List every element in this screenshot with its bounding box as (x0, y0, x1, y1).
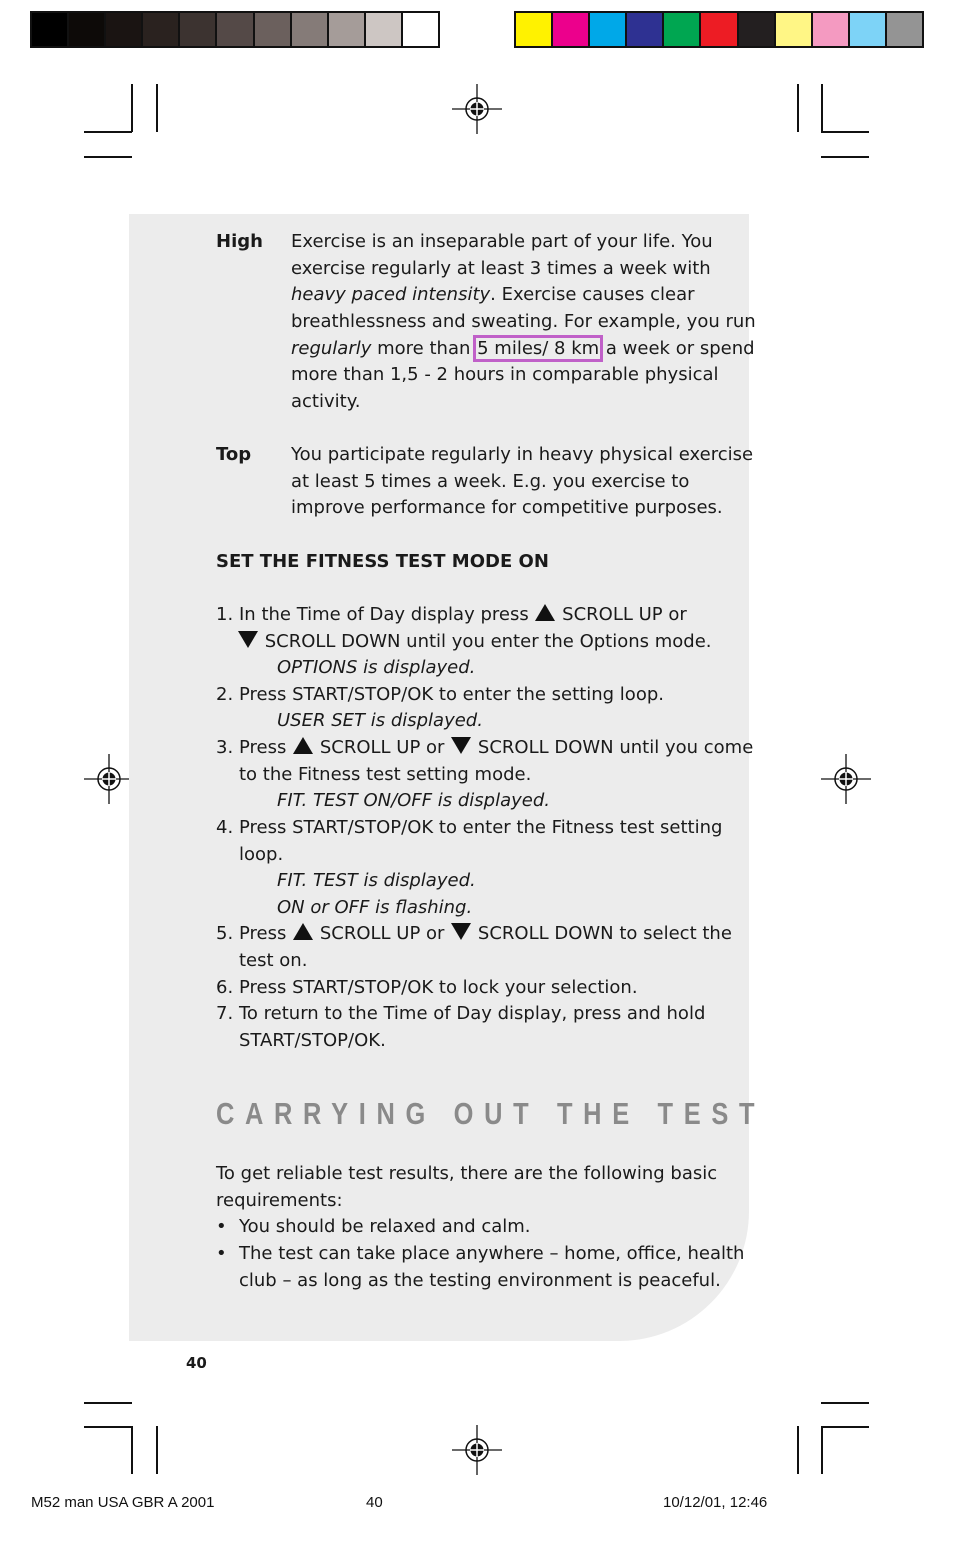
footer-left: M52 man USA GBR A 2001 (31, 1494, 215, 1511)
step-number: 6. (216, 977, 234, 998)
step-line (239, 602, 687, 629)
text: . Exercise causes clear (490, 284, 695, 305)
footer-center: 40 (366, 1494, 383, 1511)
level-label-high: High (216, 231, 263, 252)
high-line (291, 336, 755, 363)
gray-swatch (403, 13, 438, 46)
step-line (239, 735, 753, 762)
bullet-line: The test can take place anywhere – home, office, health (239, 1243, 745, 1264)
crop-mark (821, 131, 869, 133)
high-line: activity. (291, 391, 361, 412)
step-number: 3. (216, 737, 234, 758)
step-number: 7. (216, 1003, 234, 1024)
gray-swatch (292, 13, 329, 46)
step-line: To return to the Time of Day display, press and hold (239, 1003, 706, 1024)
color-swatch (590, 13, 627, 46)
scroll-down-icon (451, 923, 471, 940)
scroll-up-icon (293, 923, 313, 940)
bullet-icon: • (216, 1243, 227, 1264)
crop-mark (797, 1426, 799, 1474)
color-swatch (887, 13, 922, 46)
crop-mark (821, 156, 869, 158)
text: SCROLL DOWN until you come (472, 737, 754, 758)
level-label-top: Top (216, 444, 252, 465)
footer-right: 10/12/01, 12:46 (663, 1494, 768, 1511)
color-swatch (664, 13, 701, 46)
crop-mark (821, 1426, 823, 1474)
bullet-icon: • (216, 1216, 227, 1237)
step-note: FIT. TEST ON/OFF is displayed. (277, 790, 551, 811)
top-line: improve performance for competitive purposes. (291, 497, 723, 518)
step-line (237, 629, 712, 656)
color-swatch (813, 13, 850, 46)
bullet-line: You should be relaxed and calm. (239, 1216, 531, 1237)
color-swatch (516, 13, 553, 46)
text: SCROLL UP or (314, 737, 451, 758)
registration-mark-icon (452, 1425, 502, 1475)
step-note: OPTIONS is displayed. (277, 657, 476, 678)
top-line: You participate regularly in heavy physical exercise (291, 444, 754, 465)
scroll-down-icon (238, 631, 258, 648)
step-note: ON or OFF is flashing. (277, 897, 473, 918)
text: SCROLL DOWN until you enter the Options mode. (259, 631, 712, 652)
text: a week or spend (600, 338, 755, 359)
gray-swatch (143, 13, 180, 46)
emphasis: heavy paced intensity (291, 284, 491, 305)
text: Press (239, 737, 293, 758)
crop-mark (84, 131, 132, 133)
step-number: 5. (216, 923, 234, 944)
high-line: breathlessness and sweating. For example, you run (291, 311, 756, 332)
crop-mark (156, 84, 158, 132)
crop-mark (84, 156, 132, 158)
highlighted-distance: 5 miles/ 8 km (477, 338, 600, 359)
intro-line: requirements: (216, 1190, 343, 1211)
intro-line: To get reliable test results, there are the following basic (216, 1163, 718, 1184)
bullet-line: club – as long as the testing environment is peaceful. (239, 1270, 721, 1291)
text: In the Time of Day display press (239, 604, 535, 625)
step-number: 2. (216, 684, 234, 705)
color-calibration-bar (514, 11, 924, 48)
step-line: loop. (239, 844, 284, 865)
crop-mark (131, 84, 133, 132)
step-line (239, 921, 732, 948)
gray-swatch (106, 13, 143, 46)
crop-mark (131, 1426, 133, 1474)
scroll-up-icon (535, 604, 555, 621)
text: SCROLL UP or (556, 604, 687, 625)
step-line: Press START/STOP/OK to enter the setting loop. (239, 684, 664, 705)
color-swatch (739, 13, 776, 46)
high-line: Exercise is an inseparable part of your life. You (291, 231, 713, 252)
text: SCROLL UP or (314, 923, 451, 944)
section-title: SET THE FITNESS TEST MODE ON (216, 551, 549, 572)
gray-swatch (366, 13, 403, 46)
scroll-down-icon (451, 737, 471, 754)
top-line: at least 5 times a week. E.g. you exercise to (291, 471, 690, 492)
crop-mark (821, 1402, 869, 1404)
crop-mark (821, 1426, 869, 1428)
text: more than (371, 338, 477, 359)
step-line: to the Fitness test setting mode. (239, 764, 532, 785)
crop-mark (797, 84, 799, 132)
step-note: USER SET is displayed. (277, 710, 483, 731)
color-swatch (850, 13, 887, 46)
color-swatch (776, 13, 813, 46)
registration-mark-icon (84, 754, 134, 804)
crop-mark (84, 1426, 132, 1428)
crop-mark (156, 1426, 158, 1474)
color-swatch (553, 13, 590, 46)
step-number: 1. (216, 604, 234, 625)
step-number: 4. (216, 817, 234, 838)
registration-mark-icon (452, 84, 502, 134)
text: SCROLL DOWN to select the (472, 923, 732, 944)
text: Press (239, 923, 293, 944)
step-line: Press START/STOP/OK to enter the Fitness test setting (239, 817, 723, 838)
color-swatch (701, 13, 738, 46)
page-number: 40 (186, 1354, 207, 1372)
step-line: START/STOP/OK. (239, 1030, 386, 1051)
high-line: exercise regularly at least 3 times a week with (291, 258, 711, 279)
high-line: more than 1,5 - 2 hours in comparable physical (291, 364, 719, 385)
gray-swatch (32, 13, 69, 46)
registration-mark-icon (821, 754, 871, 804)
gray-swatch (255, 13, 292, 46)
step-line: test on. (239, 950, 308, 971)
step-note: FIT. TEST is displayed. (277, 870, 476, 891)
gray-swatch (180, 13, 217, 46)
step-line: Press START/STOP/OK to lock your selection. (239, 977, 638, 998)
scroll-up-icon (293, 737, 313, 754)
gray-swatch (69, 13, 106, 46)
high-line (291, 282, 695, 309)
gray-swatch (217, 13, 254, 46)
crop-mark (84, 1402, 132, 1404)
grayscale-calibration-bar (30, 11, 440, 48)
section-heading: CARRYING OUT THE TEST (216, 1096, 766, 1131)
emphasis: regularly (291, 338, 372, 359)
gray-swatch (329, 13, 366, 46)
crop-mark (821, 84, 823, 132)
color-swatch (627, 13, 664, 46)
